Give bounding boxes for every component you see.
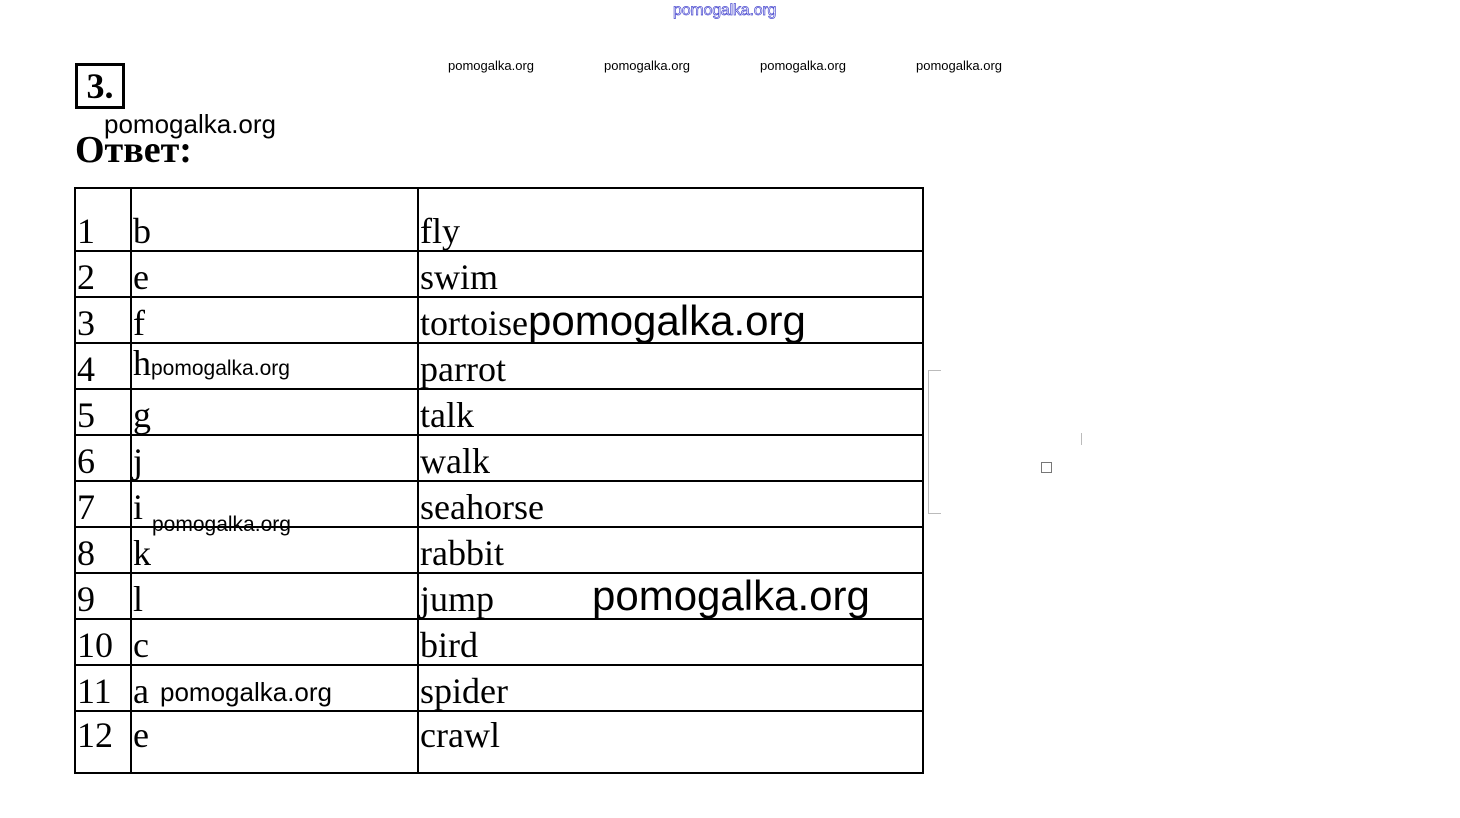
watermark-row4: pomogalka.org xyxy=(151,357,290,380)
row-number: 9 xyxy=(75,573,131,619)
watermark-under-number: pomogalka.org xyxy=(104,109,276,139)
row-word: fly xyxy=(418,188,923,251)
row-letter-cell xyxy=(131,343,418,389)
row-number: 11 xyxy=(75,665,131,711)
row-word-cell xyxy=(418,297,923,343)
row-number: 3 xyxy=(75,297,131,343)
row-letter: e xyxy=(131,251,418,297)
row-word: tortoise xyxy=(420,303,528,343)
row-number: 10 xyxy=(75,619,131,665)
row-word: crawl xyxy=(418,711,923,773)
watermark-top: pomogalka.org xyxy=(673,2,777,19)
row-word: jump xyxy=(418,573,923,619)
table-row xyxy=(75,619,923,665)
watermark-row7: pomogalka.org xyxy=(152,513,291,536)
row-word: seahorse xyxy=(418,481,923,527)
row-word: spider xyxy=(418,665,923,711)
watermark-small-2: pomogalka.org xyxy=(604,58,690,73)
row-letter: g xyxy=(131,389,418,435)
task-number: 3. xyxy=(75,63,125,109)
row-letter: h xyxy=(133,343,151,383)
row-letter: j xyxy=(131,435,418,481)
watermark-row3: pomogalka.org xyxy=(527,297,806,344)
row-letter: b xyxy=(131,188,418,251)
watermark-small-1: pomogalka.org xyxy=(448,58,534,73)
row-word: parrot xyxy=(418,343,923,389)
watermark-row11: pomogalka.org xyxy=(160,677,332,707)
watermark-small-4: pomogalka.org xyxy=(916,58,1002,73)
table-row xyxy=(75,435,923,481)
row-letter: e xyxy=(131,711,418,773)
row-letter: f xyxy=(131,297,418,343)
ghost-bracket xyxy=(928,370,941,514)
row-word: swim xyxy=(418,251,923,297)
row-number: 2 xyxy=(75,251,131,297)
table-row xyxy=(75,389,923,435)
row-number: 6 xyxy=(75,435,131,481)
row-word: bird xyxy=(418,619,923,665)
row-letter: i xyxy=(131,481,418,527)
row-number: 8 xyxy=(75,527,131,573)
table-row xyxy=(75,188,923,251)
row-number: 4 xyxy=(75,343,131,389)
ghost-square xyxy=(1041,462,1052,473)
table-row xyxy=(75,343,923,389)
answer-label: Ответ: xyxy=(75,129,192,171)
row-number: 1 xyxy=(75,188,131,251)
row-letter: k xyxy=(131,527,418,573)
row-word: rabbit xyxy=(418,527,923,573)
row-number: 5 xyxy=(75,389,131,435)
row-number: 12 xyxy=(75,711,131,773)
row-letter: c xyxy=(131,619,418,665)
row-word: walk xyxy=(418,435,923,481)
table-row xyxy=(75,711,923,773)
ghost-tick xyxy=(1081,433,1082,445)
row-number: 7 xyxy=(75,481,131,527)
row-letter: l xyxy=(131,573,418,619)
row-word: talk xyxy=(418,389,923,435)
table-row xyxy=(75,297,923,343)
row-letter: a xyxy=(131,665,418,711)
table-row xyxy=(75,251,923,297)
watermark-row9: pomogalka.org xyxy=(592,572,870,619)
watermark-small-3: pomogalka.org xyxy=(760,58,846,73)
